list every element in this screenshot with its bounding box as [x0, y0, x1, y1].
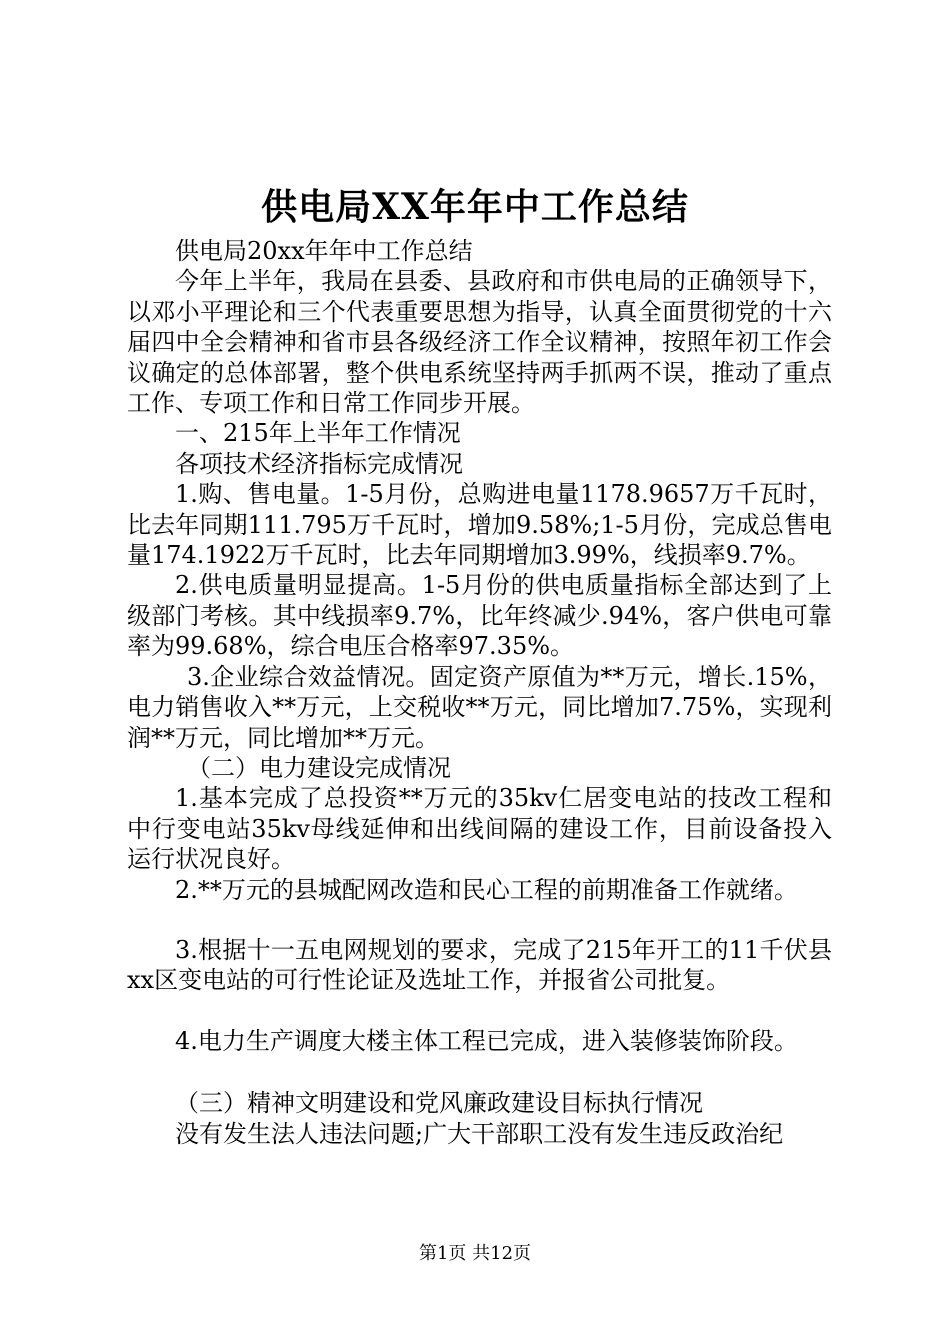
paragraph-construction-1: 1.基本完成了总投资**万元的35kv仁居变电站的技改工程和中行变电站35kv母线延伸和出线间隔的建设工作，目前设备投入运行状况良好。	[127, 784, 832, 874]
paragraph-item-2: 2.供电质量明显提高。1-5月份的供电质量指标全部达到了上级部门考核。其中线损率9.7%，比年终减少.94%，客户供电可靠率为99.68%，综合电压合格率97.35%。	[127, 571, 832, 661]
paragraph-construction-2: 2.**万元的县城配网改造和民心工程的前期准备工作就绪。	[175, 875, 798, 904]
paragraph-item-1: 1.购、售电量。1-5月份，总购进电量1178.9657万千瓦时，比去年同期111.795万千瓦时，增加9.58%;1-5月份，完成总售电量174.1922万千瓦时，比去年同期增加3.99%，线损率9.7%。	[127, 480, 832, 570]
document-body	[127, 236, 832, 1149]
section-heading-1: 一、215年上半年工作情况	[175, 419, 461, 448]
paragraph-intro: 今年上半年，我局在县委、县政府和市供电局的正确领导下，以邓小平理论和三个代表重要思想为指导，认真全面贯彻党的十六届四中全会精神和省市县各级经济工作全议精神，按照年初工作会议确定的总体部署，整个供电系统坚持两手抓两不误，推动了重点工作、专项工作和日常工作同步开展。	[127, 267, 832, 418]
page-number-footer: 第1页 共12页	[418, 1243, 532, 1264]
document-title: 供电局XX年年中工作总结	[261, 186, 689, 228]
paragraph-item-3: 3.企业综合效益情况。固定资产原值为**万元，增长.15%，电力销售收入**万元，上交税收**万元，同比增加7.75%，实现利润**万元，同比增加**万元。	[127, 662, 832, 752]
paragraph-civilization: 没有发生法人违法问题;广大干部职工没有发生违反政治纪	[175, 1119, 784, 1148]
paragraph-construction-4: 4.电力生产调度大楼主体工程已完成，进入装修装饰阶段。	[175, 1026, 798, 1055]
subsection-heading-indicators: 各项技术经济指标完成情况	[175, 449, 463, 478]
paragraph-construction-3: 3.根据十一五电网规划的要求，完成了215年开工的11千伏县xx区变电站的可行性论证及选址工作，并报省公司批复。	[127, 935, 832, 995]
subsection-heading-construction: （二）电力建设完成情况	[187, 753, 451, 782]
subsection-heading-civilization: （三）精神文明建设和党风廉政建设目标执行情况	[175, 1089, 703, 1118]
paragraph-subtitle: 供电局20xx年年中工作总结	[175, 237, 473, 265]
